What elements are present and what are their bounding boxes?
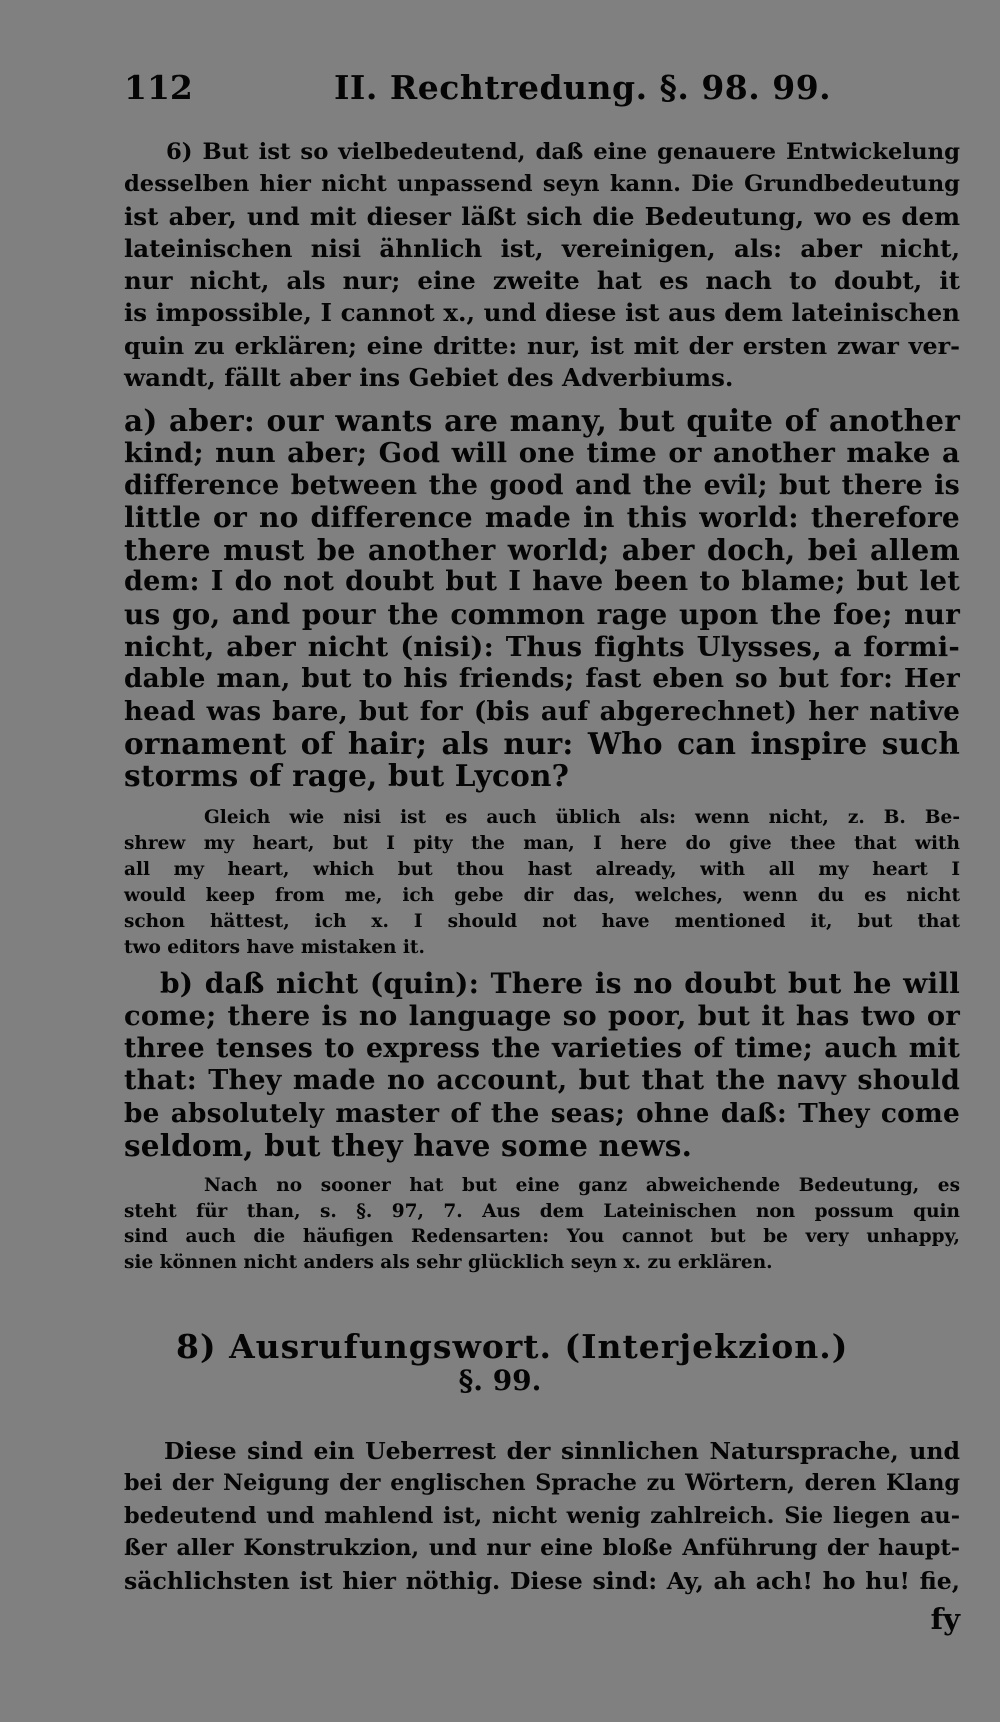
text-line: desselben hier nicht unpassend seyn kann. Die Grundbedeutung — [124, 171, 960, 198]
text-line: ist aber, und mit dieser läßt sich die Bedeutung, wo es dem — [124, 201, 960, 231]
text-line: is impossible, I cannot x., und diese ist aus dem lateinischen — [124, 298, 960, 328]
text-line: two editors have mistaken it. — [124, 937, 425, 958]
text-line: ornament of hair; als nur: Who can inspire such — [124, 725, 960, 761]
paragraph-a — [124, 405, 960, 793]
text-line: Diese sind ein Ueberrest der sinnlichen Natursprache, und — [164, 1437, 960, 1465]
text-line: sächlichsten ist hier nöthig. Diese sind: Ay, ah ach! ho hu! fie, — [124, 1566, 960, 1595]
text-line: there must be another world; aber doch, bei allem — [124, 533, 960, 568]
text-line: that: They made no account, but that the navy should — [124, 1065, 960, 1097]
text-line: head was bare, but for (bis auf abgerechnet) her native — [124, 695, 960, 727]
page-header — [124, 64, 872, 108]
paragraph-b — [124, 968, 960, 1162]
text-line: a) aber: our wants are many, but quite of another — [124, 403, 960, 438]
text-line: sie können nicht anders als sehr glücklich seyn x. zu erklären. — [124, 1251, 773, 1273]
text-line: all my heart, which but thou hast already, with all my heart I — [124, 859, 960, 880]
page-number: 112 — [124, 68, 193, 107]
text-line: bei der Neigung der englischen Sprache zu Wörtern, deren Klang — [124, 1470, 960, 1497]
text-line: come; there is no language so poor, but it has two or — [124, 1000, 960, 1033]
text-line: b) daß nicht (quin): There is no doubt but he will — [160, 967, 960, 1000]
note-b — [124, 1173, 960, 1275]
text-line: wandt, fällt aber ins Gebiet des Adverbiums. — [124, 363, 734, 393]
text-line: storms of rage, but Lycon? — [124, 758, 570, 794]
text-line: bedeutend und mahlend ist, nicht wenig zahlreich. Sie liegen au- — [124, 1502, 960, 1529]
text-line: seldom, but they have some news. — [124, 1128, 693, 1164]
text-line: lateinischen nisi ähnlich ist, vereinigen, als: aber nicht, — [124, 233, 960, 263]
text-line: quin zu erklären; eine dritte: nur, ist mit der ersten zwar ver- — [124, 331, 960, 360]
text-line: ßer aller Konstrukzion, und nur eine bloße Anführung der haupt- — [124, 1535, 960, 1562]
text-line: dable man, but to his friends; fast eben so but for: Her — [124, 663, 960, 695]
text-line: schon hättest, ich x. I should not have mentioned it, but that — [124, 911, 960, 932]
text-line: be absolutely master of the seas; ohne daß: They come — [124, 1097, 960, 1129]
section-heading: 8) Ausrufungswort. (Interjekzion.) — [176, 1327, 849, 1366]
running-title: II. Rechtredung. §. 98. 99. — [334, 68, 832, 107]
catchword: fy — [930, 1602, 960, 1636]
text-line: difference between the good and the evil; but there is — [124, 469, 960, 501]
text-line: little or no difference made in this world: therefore — [124, 500, 960, 534]
note-a — [124, 805, 960, 961]
text-line: Nach no sooner hat but eine ganz abweichende Bedeutung, es — [204, 1175, 960, 1196]
text-line: nur nicht, als nur; eine zweite hat es nach to doubt, it — [124, 266, 960, 296]
text-line: dem: I do not doubt but I have been to blame; but let — [124, 566, 960, 598]
text-line: shrew my heart, but I pity the man, I here do give thee that with — [124, 833, 960, 854]
text-line: sind auch die häufigen Redensarten: You cannot but be very unhappy, — [124, 1226, 960, 1247]
section-number: §. 99. — [458, 1364, 542, 1397]
text-line: us go, and pour the common rage upon the foe; nur — [124, 597, 960, 631]
text-line: 6) But ist so vielbedeutend, daß eine genauere Entwickelung — [166, 139, 960, 165]
text-line: would keep from me, ich gebe dir das, welches, wenn du es nicht — [124, 885, 960, 906]
paragraph-99 — [124, 1435, 960, 1597]
text-line: nicht, aber nicht (nisi): Thus fights Ulysses, a formi- — [124, 631, 960, 664]
text-line: steht für than, s. §. 97, 7. Aus dem Lateinischen non possum quin — [124, 1200, 960, 1222]
text-line: three tenses to express the varieties of time; auch mit — [124, 1032, 960, 1064]
text-line: Gleich wie nisi ist es auch üblich als: wenn nicht, z. B. Be- — [204, 807, 960, 828]
paragraph-6 — [124, 136, 960, 394]
text-line: kind; nun aber; God will one time or another make a — [124, 437, 960, 470]
